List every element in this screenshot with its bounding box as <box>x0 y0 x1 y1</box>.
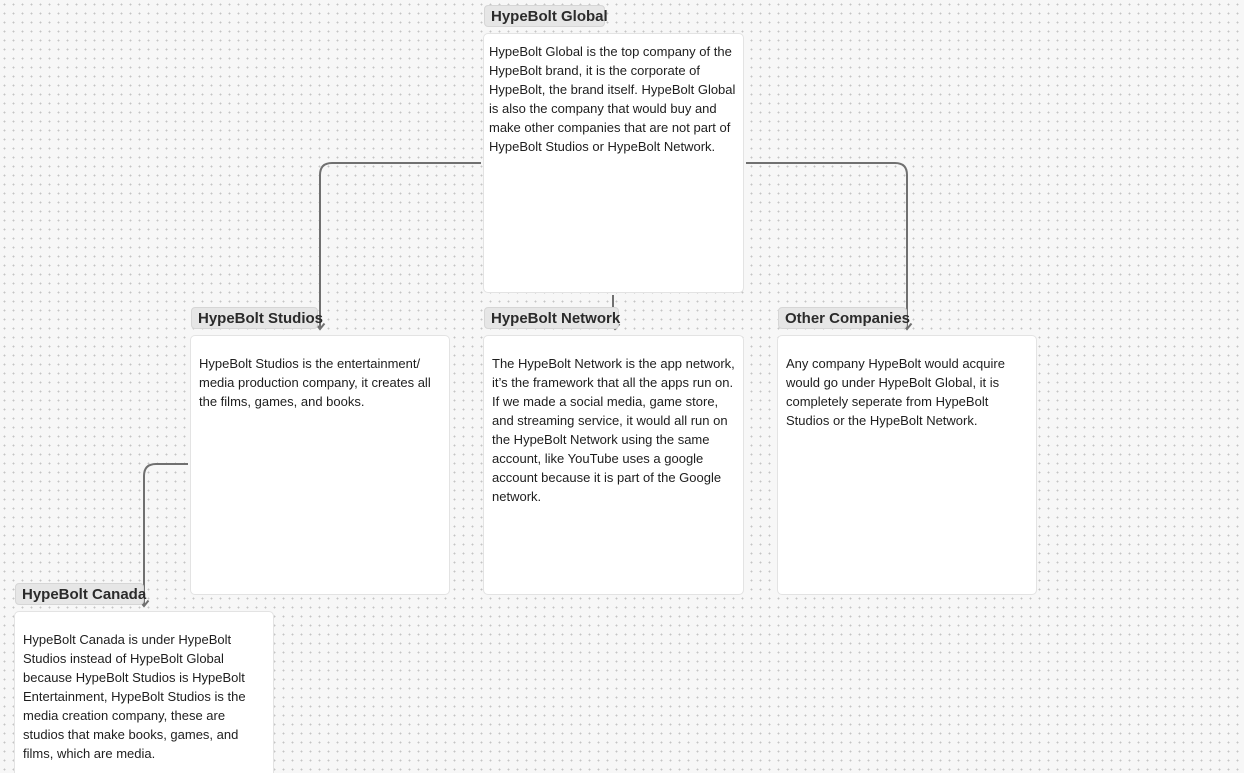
card-hypebolt-canada-text: HypeBolt Canada is under HypeBolt Studios instead of HypeBolt Global because HypeBolt Studios is HypeBolt Entertainment, HypeBolt Studios is the media creation company, these are studios that make books, games, and films, which are media. <box>23 632 246 761</box>
card-hypebolt-network-text: The HypeBolt Network is the app network, it’s the framework that all the apps run on. If we made a social media, game store, and streaming service, it would all run on the HypeBolt Network using the same account, like YouTube uses a google account because it is part of the Google network. <box>492 356 735 504</box>
card-hypebolt-studios[interactable] <box>190 335 450 595</box>
card-hypebolt-global-text: HypeBolt Global is the top company of the HypeBolt brand, it is the corporate of HypeBolt, the brand itself. HypeBolt Global is also the company that would buy and make other companies that are not part of HypeBolt Studios or HypeBolt Network. <box>489 44 736 154</box>
section-label-other-companies[interactable]: Other Companies <box>778 307 907 329</box>
card-other-companies-text: Any company HypeBolt would acquire would go under HypeBolt Global, it is completely seperate from HypeBolt Studios or the HypeBolt Network. <box>786 356 1005 428</box>
card-hypebolt-global[interactable] <box>483 33 744 293</box>
edge-studios-canada <box>144 464 188 605</box>
section-label-hypebolt-network[interactable]: HypeBolt Network <box>484 307 619 329</box>
card-other-companies[interactable] <box>777 335 1037 595</box>
edge-global-studios <box>320 163 481 328</box>
card-hypebolt-canada[interactable] <box>14 611 274 773</box>
edge-global-other <box>746 163 907 328</box>
section-label-hypebolt-global[interactable]: HypeBolt Global <box>484 5 605 27</box>
card-hypebolt-network[interactable] <box>483 335 744 595</box>
section-label-hypebolt-canada[interactable]: HypeBolt Canada <box>15 583 144 605</box>
card-hypebolt-studios-text: HypeBolt Studios is the entertainment/ media production company, it creates all the films, games, and books. <box>199 356 431 409</box>
section-label-hypebolt-studios[interactable]: HypeBolt Studios <box>191 307 318 329</box>
